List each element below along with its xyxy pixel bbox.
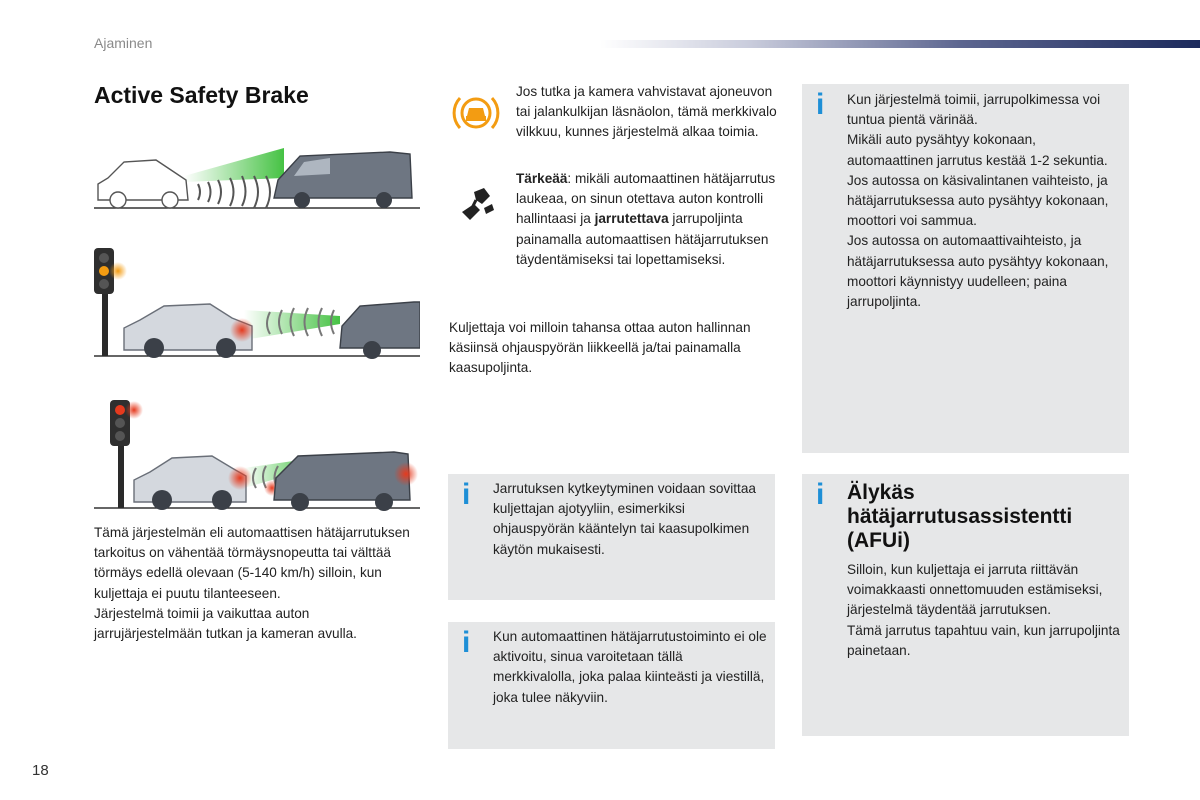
intro-text bbox=[94, 523, 414, 644]
illustration-detection bbox=[94, 140, 420, 220]
afui-heading-line-3: (AFUi) bbox=[847, 529, 910, 552]
info-box-afui bbox=[802, 474, 1129, 736]
page-title: Active Safety Brake bbox=[94, 82, 309, 108]
info-text-driving-style: Jarrutuksen kytkeytyminen voidaan sovittaa kuljettajan ajotyyliin, esimerkiksi ohjauspyörän kääntelyn tai kaasupolkimen käytön mukaisesti. bbox=[493, 481, 756, 557]
illustration-stopping bbox=[94, 398, 420, 512]
afui-paragraph-2: Tämä jarrutus tapahtuu vain, kun jarrupoljinta painetaan. bbox=[847, 622, 1120, 658]
important-bold-word: jarrutettava bbox=[594, 211, 669, 227]
afui-heading-line-1: Älykäs bbox=[847, 481, 915, 504]
important-note bbox=[516, 169, 778, 270]
important-label: Tärkeää bbox=[516, 171, 568, 186]
afui-heading bbox=[847, 481, 1123, 553]
brake-behaviour-paragraph-3: Jos autossa on käsivalintanen vaihteisto, ja hätäjarrutuksessa auto pysähtyy kokonaan, moottori voi sammua. bbox=[847, 172, 1109, 229]
info-icon: i bbox=[816, 478, 825, 511]
info-box-deactivated bbox=[448, 622, 775, 749]
hand-brake-pedal-icon bbox=[456, 182, 498, 224]
driver-control-text: Kuljettaja voi milloin tahansa ottaa auton hallinnan käsiinsä ohjauspyörän liikkeellä ja/tai painamalla kaasupoljinta. bbox=[449, 320, 751, 376]
info-box-brake-behaviour bbox=[802, 84, 1129, 453]
afui-content bbox=[847, 481, 1123, 661]
warning-lamp-text: Jos tutka ja kamera vahvistavat ajoneuvon tai jalankulkijan läsnäolon, tämä merkkivalo vilkkuu, kunnes järjestelmä alkaa toimia. bbox=[516, 84, 777, 140]
brake-behaviour-paragraph-4: Jos autossa on automaattivaihteisto, ja hätäjarrutuksessa auto pysähtyy kokonaan, moottori käynnistyy uudelleen; paina jarrupoljinta. bbox=[847, 233, 1109, 310]
info-icon: i bbox=[816, 88, 825, 121]
page-number: 18 bbox=[32, 762, 49, 779]
afui-heading-line-2: hätäjarrutusassistentti bbox=[847, 505, 1073, 528]
info-box-driving-style bbox=[448, 474, 775, 600]
important-text-a: : mikäli automaattinen hätäjarrutus laukeaa, on sinun otettava auton kontrolli hallintaasi ja bbox=[516, 171, 776, 227]
intro-paragraph-2: Järjestelmä toimii ja vaikuttaa auton jarrujärjestelmään tutkan ja kameran avulla. bbox=[94, 605, 357, 642]
brake-warning-lamp-icon bbox=[452, 92, 500, 134]
important-text-b: jarrupoljinta painamalla automaattisen hätäjarrutuksen täydentämiseksi tai lopettamiseksi. bbox=[516, 211, 769, 267]
info-text-brake-behaviour bbox=[847, 90, 1119, 312]
brake-behaviour-paragraph-1: Kun järjestelmä toimii, jarrupolkimessa voi tuntua pientä värinää. bbox=[847, 92, 1101, 128]
info-icon: i bbox=[462, 478, 471, 511]
info-icon: i bbox=[462, 626, 471, 659]
afui-text bbox=[847, 560, 1123, 661]
info-text-deactivated: Kun automaattinen hätäjarrutustoiminto ei ole aktivoitu, sinua varoitetaan tällä merkkivalolla, joka palaa kiinteästi ja viestillä, joka tulee näkyviin. bbox=[493, 629, 767, 705]
header-bar bbox=[600, 40, 1200, 48]
intro-paragraph-1: Tämä järjestelmän eli automaattisen hätäjarrutuksen tarkoitus on vähentää törmäysnopeutta tai välttää törmäys edellä olevaan (5-140 km/h) silloin, kun kuljettaja ei puutu tilanteeseen. bbox=[94, 525, 410, 601]
afui-paragraph-1: Silloin, kun kuljettaja ei jarruta riittävän voimakkaasti onnettomuuden estämiseksi, järjestelmä täydentää jarrutuksen. bbox=[847, 562, 1103, 618]
brake-behaviour-paragraph-2: Mikäli auto pysähtyy kokonaan, automaattinen jarrutus kestää 1-2 sekuntia. bbox=[847, 132, 1108, 168]
section-label: Ajaminen bbox=[94, 35, 153, 51]
illustration-braking bbox=[94, 244, 420, 360]
